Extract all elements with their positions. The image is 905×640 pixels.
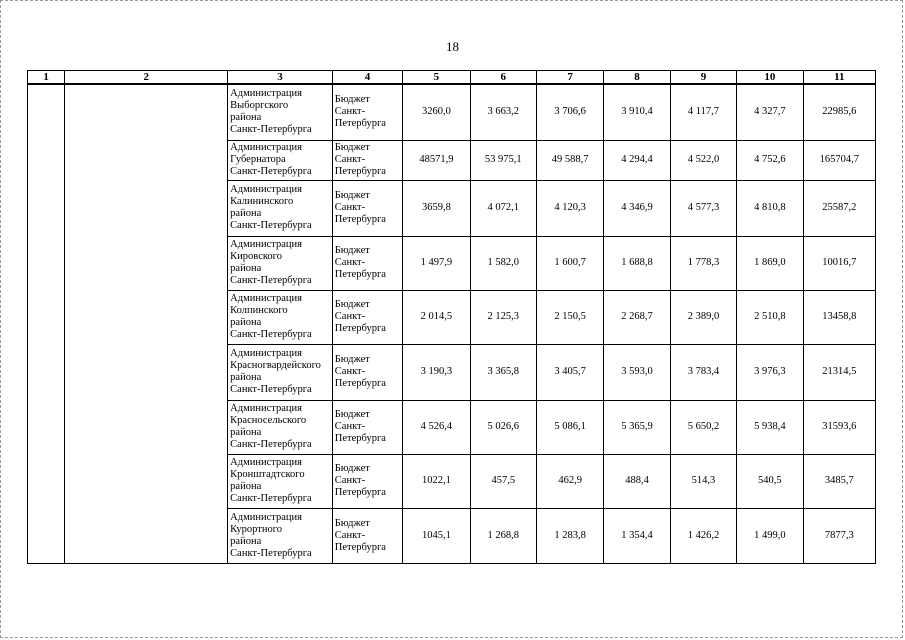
organization-line: Санкт-Петербурга [230,384,312,395]
funding-source-cell [332,140,402,180]
year-value-cell: 4 346,9 [604,180,670,236]
funding-source-line: Петербурга [334,118,386,130]
total-value-cell: 7877,3 [803,508,875,563]
year-value-cell: 5 086,1 [536,400,603,454]
organization-line: Администрация [230,142,302,153]
organization-line: Калининского [230,196,294,207]
budget-table [27,70,876,564]
organization-cell [228,454,333,508]
year-value-cell: 3 405,7 [536,344,603,400]
funding-source-line: Бюджет [334,190,370,201]
funding-source-line: Санкт- [334,257,366,268]
year-value-cell: 3 706,6 [536,84,603,140]
year-value-cell: 1022,1 [403,454,470,508]
year-value-cell: 5 365,9 [604,400,670,454]
organization-line: района [230,481,262,492]
funding-source-line: Бюджет [334,463,370,474]
year-value-cell: 457,5 [470,454,536,508]
organization-cell [228,84,333,140]
empty-cell-col1 [28,84,65,563]
funding-source-line: Петербурга [334,269,386,280]
column-header: 11 [803,71,875,85]
year-value-cell: 4 577,3 [670,180,736,236]
funding-source-line: Бюджет [334,517,370,529]
funding-source-cell [332,290,402,344]
year-value-cell: 2 014,5 [403,290,470,344]
year-value-cell: 4 526,4 [403,400,470,454]
total-value-cell: 31593,6 [803,400,875,454]
funding-source-line: Санкт- [334,202,366,213]
year-value-cell: 4 810,8 [737,180,803,236]
year-value-cell: 3 365,8 [470,344,536,400]
organization-line: Курортного [230,523,283,535]
column-header: 10 [737,71,803,85]
year-value-cell: 1 268,8 [470,508,536,563]
year-value-cell: 1 600,7 [536,236,603,290]
year-value-cell: 4 120,3 [536,180,603,236]
organization-line: Администрация [230,239,302,250]
year-value-cell: 3 593,0 [604,344,670,400]
empty-cell-col2 [65,84,228,563]
year-value-cell: 4 072,1 [470,180,536,236]
funding-source-line: Санкт- [334,421,366,432]
organization-line: Санкт-Петербурга [230,329,312,340]
organization-cell [228,236,333,290]
year-value-cell: 48571,9 [403,140,470,180]
organization-line: Администрация [230,348,302,359]
year-value-cell: 3260,0 [403,84,470,140]
funding-source-cell [332,236,402,290]
organization-cell [228,290,333,344]
funding-source-line: Петербурга [334,433,386,444]
organization-line: района [230,372,262,383]
year-value-cell: 1 688,8 [604,236,670,290]
total-value-cell: 25587,2 [803,180,875,236]
organization-line: Администрация [230,511,302,523]
organization-cell [228,508,333,563]
year-value-cell: 3 910,4 [604,84,670,140]
year-value-cell: 1 354,4 [604,508,670,563]
year-value-cell: 3 783,4 [670,344,736,400]
year-value-cell: 2 125,3 [470,290,536,344]
column-header: 4 [332,71,402,85]
funding-source-line: Санкт- [334,154,366,165]
year-value-cell: 1 499,0 [737,508,803,563]
funding-source-line: Бюджет [334,245,370,256]
funding-source-line: Петербурга [334,378,386,389]
organization-line: Красногвардейского [230,360,321,371]
year-value-cell: 2 268,7 [604,290,670,344]
organization-line: Администрация [230,293,302,304]
year-value-cell: 462,9 [536,454,603,508]
year-value-cell: 3 976,3 [737,344,803,400]
year-value-cell: 4 294,4 [604,140,670,180]
organization-line: Санкт-Петербурга [230,275,312,286]
organization-line: Кировского [230,251,282,262]
organization-line: района [230,317,262,328]
funding-source-line: Бюджет [334,94,370,106]
year-value-cell: 5 026,6 [470,400,536,454]
organization-line: района [230,535,262,547]
funding-source-cell [332,454,402,508]
year-value-cell: 514,3 [670,454,736,508]
year-value-cell: 540,5 [737,454,803,508]
year-value-cell: 2 389,0 [670,290,736,344]
funding-source-line: Петербурга [334,487,386,498]
page-number: 18 [446,39,459,54]
year-value-cell: 1 426,2 [670,508,736,563]
funding-source-line: Петербурга [334,166,386,177]
year-value-cell: 1 869,0 [737,236,803,290]
organization-cell [228,400,333,454]
funding-source-line: Санкт- [334,106,366,118]
year-value-cell: 4 752,6 [737,140,803,180]
organization-line: Администрация [230,457,302,468]
organization-line: Колпинского [230,305,288,316]
year-value-cell: 4 522,0 [670,140,736,180]
year-value-cell: 1 582,0 [470,236,536,290]
total-value-cell: 21314,5 [803,344,875,400]
organization-line: района [230,263,262,274]
year-value-cell: 53 975,1 [470,140,536,180]
column-header: 2 [65,71,228,85]
organization-line: Санкт-Петербурга [230,493,312,504]
column-header: 5 [403,71,470,85]
year-value-cell: 49 588,7 [536,140,603,180]
funding-source-cell [332,84,402,140]
organization-line: Выборгского [230,100,289,112]
organization-line: района [230,112,262,124]
year-value-cell: 2 510,8 [737,290,803,344]
year-value-cell: 5 650,2 [670,400,736,454]
organization-line: Санкт-Петербурга [230,166,312,177]
year-value-cell: 4 327,7 [737,84,803,140]
organization-line: Губернатора [230,154,286,165]
organization-line: района [230,208,262,219]
column-header: 9 [670,71,736,85]
year-value-cell: 3 190,3 [403,344,470,400]
funding-source-line: Санкт- [334,311,366,322]
organization-line: Администрация [230,403,302,414]
funding-source-line: Санкт- [334,529,366,541]
total-value-cell: 13458,8 [803,290,875,344]
organization-line: района [230,427,262,438]
organization-cell [228,344,333,400]
organization-line: Красносельского [230,415,307,426]
year-value-cell: 488,4 [604,454,670,508]
total-value-cell: 3485,7 [803,454,875,508]
year-value-cell: 4 117,7 [670,84,736,140]
year-value-cell: 3659,8 [403,180,470,236]
organization-line: Администрация [230,88,302,100]
header-row [28,71,876,85]
column-header: 8 [604,71,670,85]
funding-source-cell [332,400,402,454]
year-value-cell: 1 497,9 [403,236,470,290]
organization-line: Администрация [230,184,302,195]
organization-line: Санкт-Петербурга [230,220,312,231]
year-value-cell: 2 150,5 [536,290,603,344]
funding-source-line: Санкт- [334,475,366,486]
funding-source-cell [332,344,402,400]
column-header: 7 [536,71,603,85]
organization-line: Санкт-Петербурга [230,124,312,136]
funding-source-cell [332,180,402,236]
year-value-cell: 1 778,3 [670,236,736,290]
funding-source-line: Петербурга [334,323,386,334]
funding-source-line: Санкт- [334,366,366,377]
funding-source-line: Бюджет [334,142,370,153]
organization-line: Санкт-Петербурга [230,439,312,450]
funding-source-line: Петербурга [334,541,386,553]
total-value-cell: 165704,7 [803,140,875,180]
total-value-cell: 22985,6 [803,84,875,140]
column-header: 3 [228,71,333,85]
organization-line: Санкт-Петербурга [230,547,312,559]
organization-line: Кронштадтского [230,469,305,480]
table-row [28,84,876,140]
table-body [28,84,876,563]
column-header: 6 [470,71,536,85]
funding-source-line: Бюджет [334,299,370,310]
total-value-cell: 10016,7 [803,236,875,290]
organization-cell [228,140,333,180]
organization-cell [228,180,333,236]
year-value-cell: 5 938,4 [737,400,803,454]
funding-source-line: Бюджет [334,354,370,365]
year-value-cell: 1045,1 [403,508,470,563]
funding-source-line: Петербурга [334,214,386,225]
funding-source-line: Бюджет [334,409,370,420]
year-value-cell: 3 663,2 [470,84,536,140]
funding-source-cell [332,508,402,563]
year-value-cell: 1 283,8 [536,508,603,563]
column-header: 1 [28,71,65,85]
